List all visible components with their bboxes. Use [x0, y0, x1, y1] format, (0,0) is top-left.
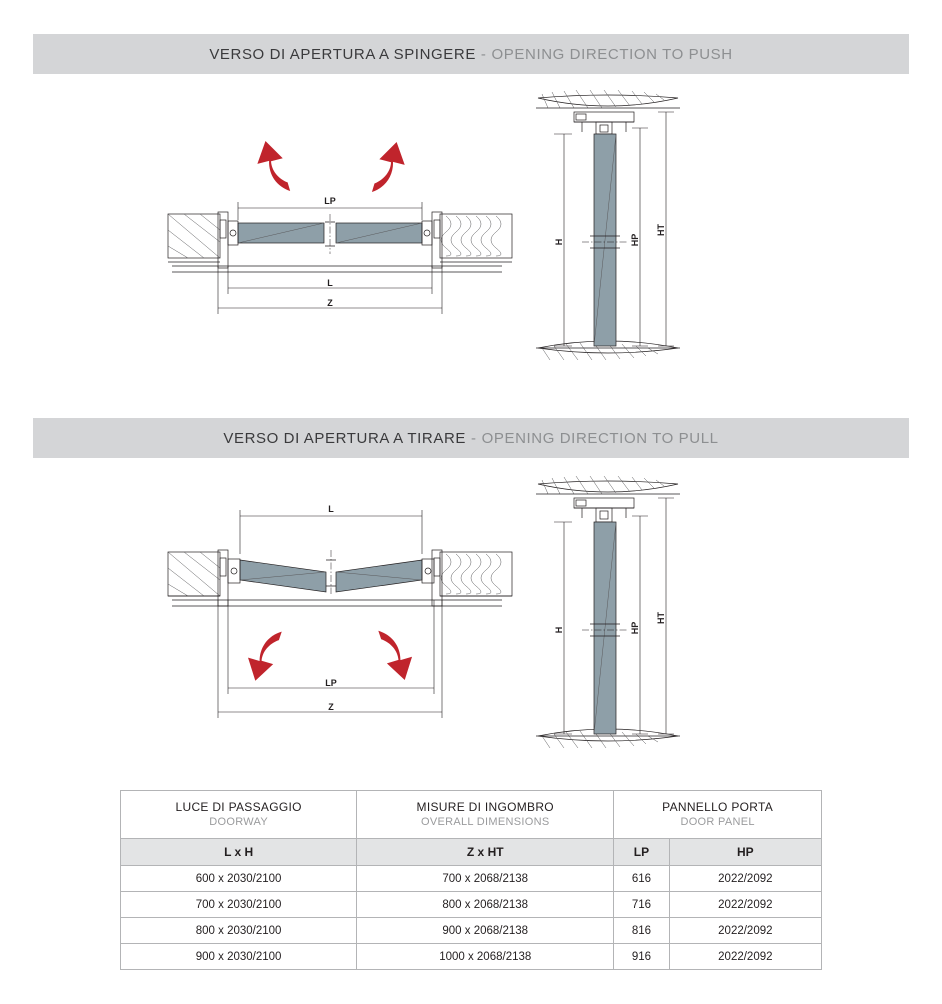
label-lp-pull: LP	[325, 678, 337, 688]
wall-left-pull	[168, 550, 228, 606]
section-title-separator-pull: -	[471, 429, 477, 447]
label-z-pull: Z	[328, 702, 334, 712]
diagram-pull	[150, 474, 760, 774]
group-label-it-2: PANNELLO PORTA	[662, 799, 774, 814]
dimension-l-push	[228, 266, 432, 294]
group-label-it-0: LUCE DI PASSAGGIO	[175, 799, 302, 814]
label-l-pull: L	[328, 504, 334, 514]
section-title-en-push: OPENING DIRECTION TO PUSH	[491, 45, 733, 63]
cell-doorway: 900 x 2030/2100	[121, 944, 357, 970]
label-ht-pull: HT	[656, 612, 666, 624]
table-row	[121, 892, 822, 918]
cell-doorway: 600 x 2030/2100	[121, 866, 357, 892]
wall-right-push	[432, 212, 512, 268]
label-h-pull: H	[554, 626, 564, 634]
cell-lp: 716	[614, 892, 669, 918]
table-header	[121, 791, 822, 839]
subheader-lp: LP	[614, 839, 669, 866]
plan-view-pull	[168, 504, 512, 718]
table-row	[121, 944, 822, 970]
table-body	[121, 839, 822, 970]
cell-overall: 1000 x 2068/2138	[357, 944, 614, 970]
direction-arrow-push-right	[364, 141, 408, 192]
section-header-pull	[33, 418, 909, 458]
direction-arrow-pull-right	[372, 631, 415, 681]
group-label-it-1: MISURE DI INGOMBRO	[416, 799, 554, 814]
diagram-push	[150, 90, 760, 380]
group-label-en-2: DOOR PANEL	[680, 815, 755, 828]
table-group-doorway	[121, 791, 357, 839]
table-group-header-row	[121, 791, 822, 839]
wall-right-pull	[432, 550, 512, 606]
dimension-lp-pull	[228, 600, 434, 694]
subheader-hp: HP	[669, 839, 821, 866]
label-hp-push: HP	[630, 233, 640, 247]
dimension-ht-push	[656, 112, 674, 346]
cell-lp: 916	[614, 944, 669, 970]
label-hp-pull: HP	[630, 621, 640, 635]
dimension-hp-push	[630, 128, 648, 346]
cell-overall: 800 x 2068/2138	[357, 892, 614, 918]
dimension-ht-pull	[656, 498, 674, 734]
table-row	[121, 918, 822, 944]
table-subheader-row	[121, 839, 822, 866]
cell-hp: 2022/2092	[669, 866, 821, 892]
wall-left-push	[168, 212, 228, 268]
cell-lp: 616	[614, 866, 669, 892]
section-title-en-pull: OPENING DIRECTION TO PULL	[481, 429, 719, 447]
plan-view-push	[168, 140, 512, 314]
cell-hp: 2022/2092	[669, 918, 821, 944]
cell-hp: 2022/2092	[669, 892, 821, 918]
table-group-overall-dimensions	[357, 791, 614, 839]
dimension-h-push	[554, 134, 572, 346]
dimension-l-pull	[240, 504, 422, 554]
cell-overall: 700 x 2068/2138	[357, 866, 614, 892]
label-z-push: Z	[327, 298, 333, 308]
cell-hp: 2022/2092	[669, 944, 821, 970]
elevation-view-pull	[536, 476, 680, 748]
cell-doorway: 800 x 2030/2100	[121, 918, 357, 944]
elevation-view-push	[536, 90, 680, 360]
section-title-it-pull: VERSO DI APERTURA A TIRARE	[223, 429, 466, 447]
direction-arrow-push-left	[254, 140, 298, 191]
section-title-separator-push: -	[480, 45, 487, 63]
label-l-push: L	[327, 278, 333, 288]
dimension-hp-pull	[630, 516, 648, 734]
cell-lp: 816	[614, 918, 669, 944]
section-title-it-push: VERSO DI APERTURA A SPINGERE	[209, 45, 476, 63]
specifications-table	[120, 790, 822, 970]
dimension-z-push	[218, 266, 442, 314]
label-ht-push: HT	[656, 224, 666, 236]
subheader-l-x-h: L x H	[121, 839, 357, 866]
table-row	[121, 866, 822, 892]
group-label-en-1: OVERALL DIMENSIONS	[421, 815, 550, 828]
direction-arrow-pull-left	[245, 632, 288, 682]
group-label-en-0: DOORWAY	[209, 815, 268, 828]
table-group-door-panel	[614, 791, 822, 839]
label-h-push: H	[554, 238, 564, 246]
label-lp-push: LP	[324, 196, 336, 206]
section-header-push	[33, 34, 909, 74]
cell-overall: 900 x 2068/2138	[357, 918, 614, 944]
cell-doorway: 700 x 2030/2100	[121, 892, 357, 918]
subheader-z-x-ht: Z x HT	[357, 839, 614, 866]
dimension-h-pull	[554, 522, 572, 734]
